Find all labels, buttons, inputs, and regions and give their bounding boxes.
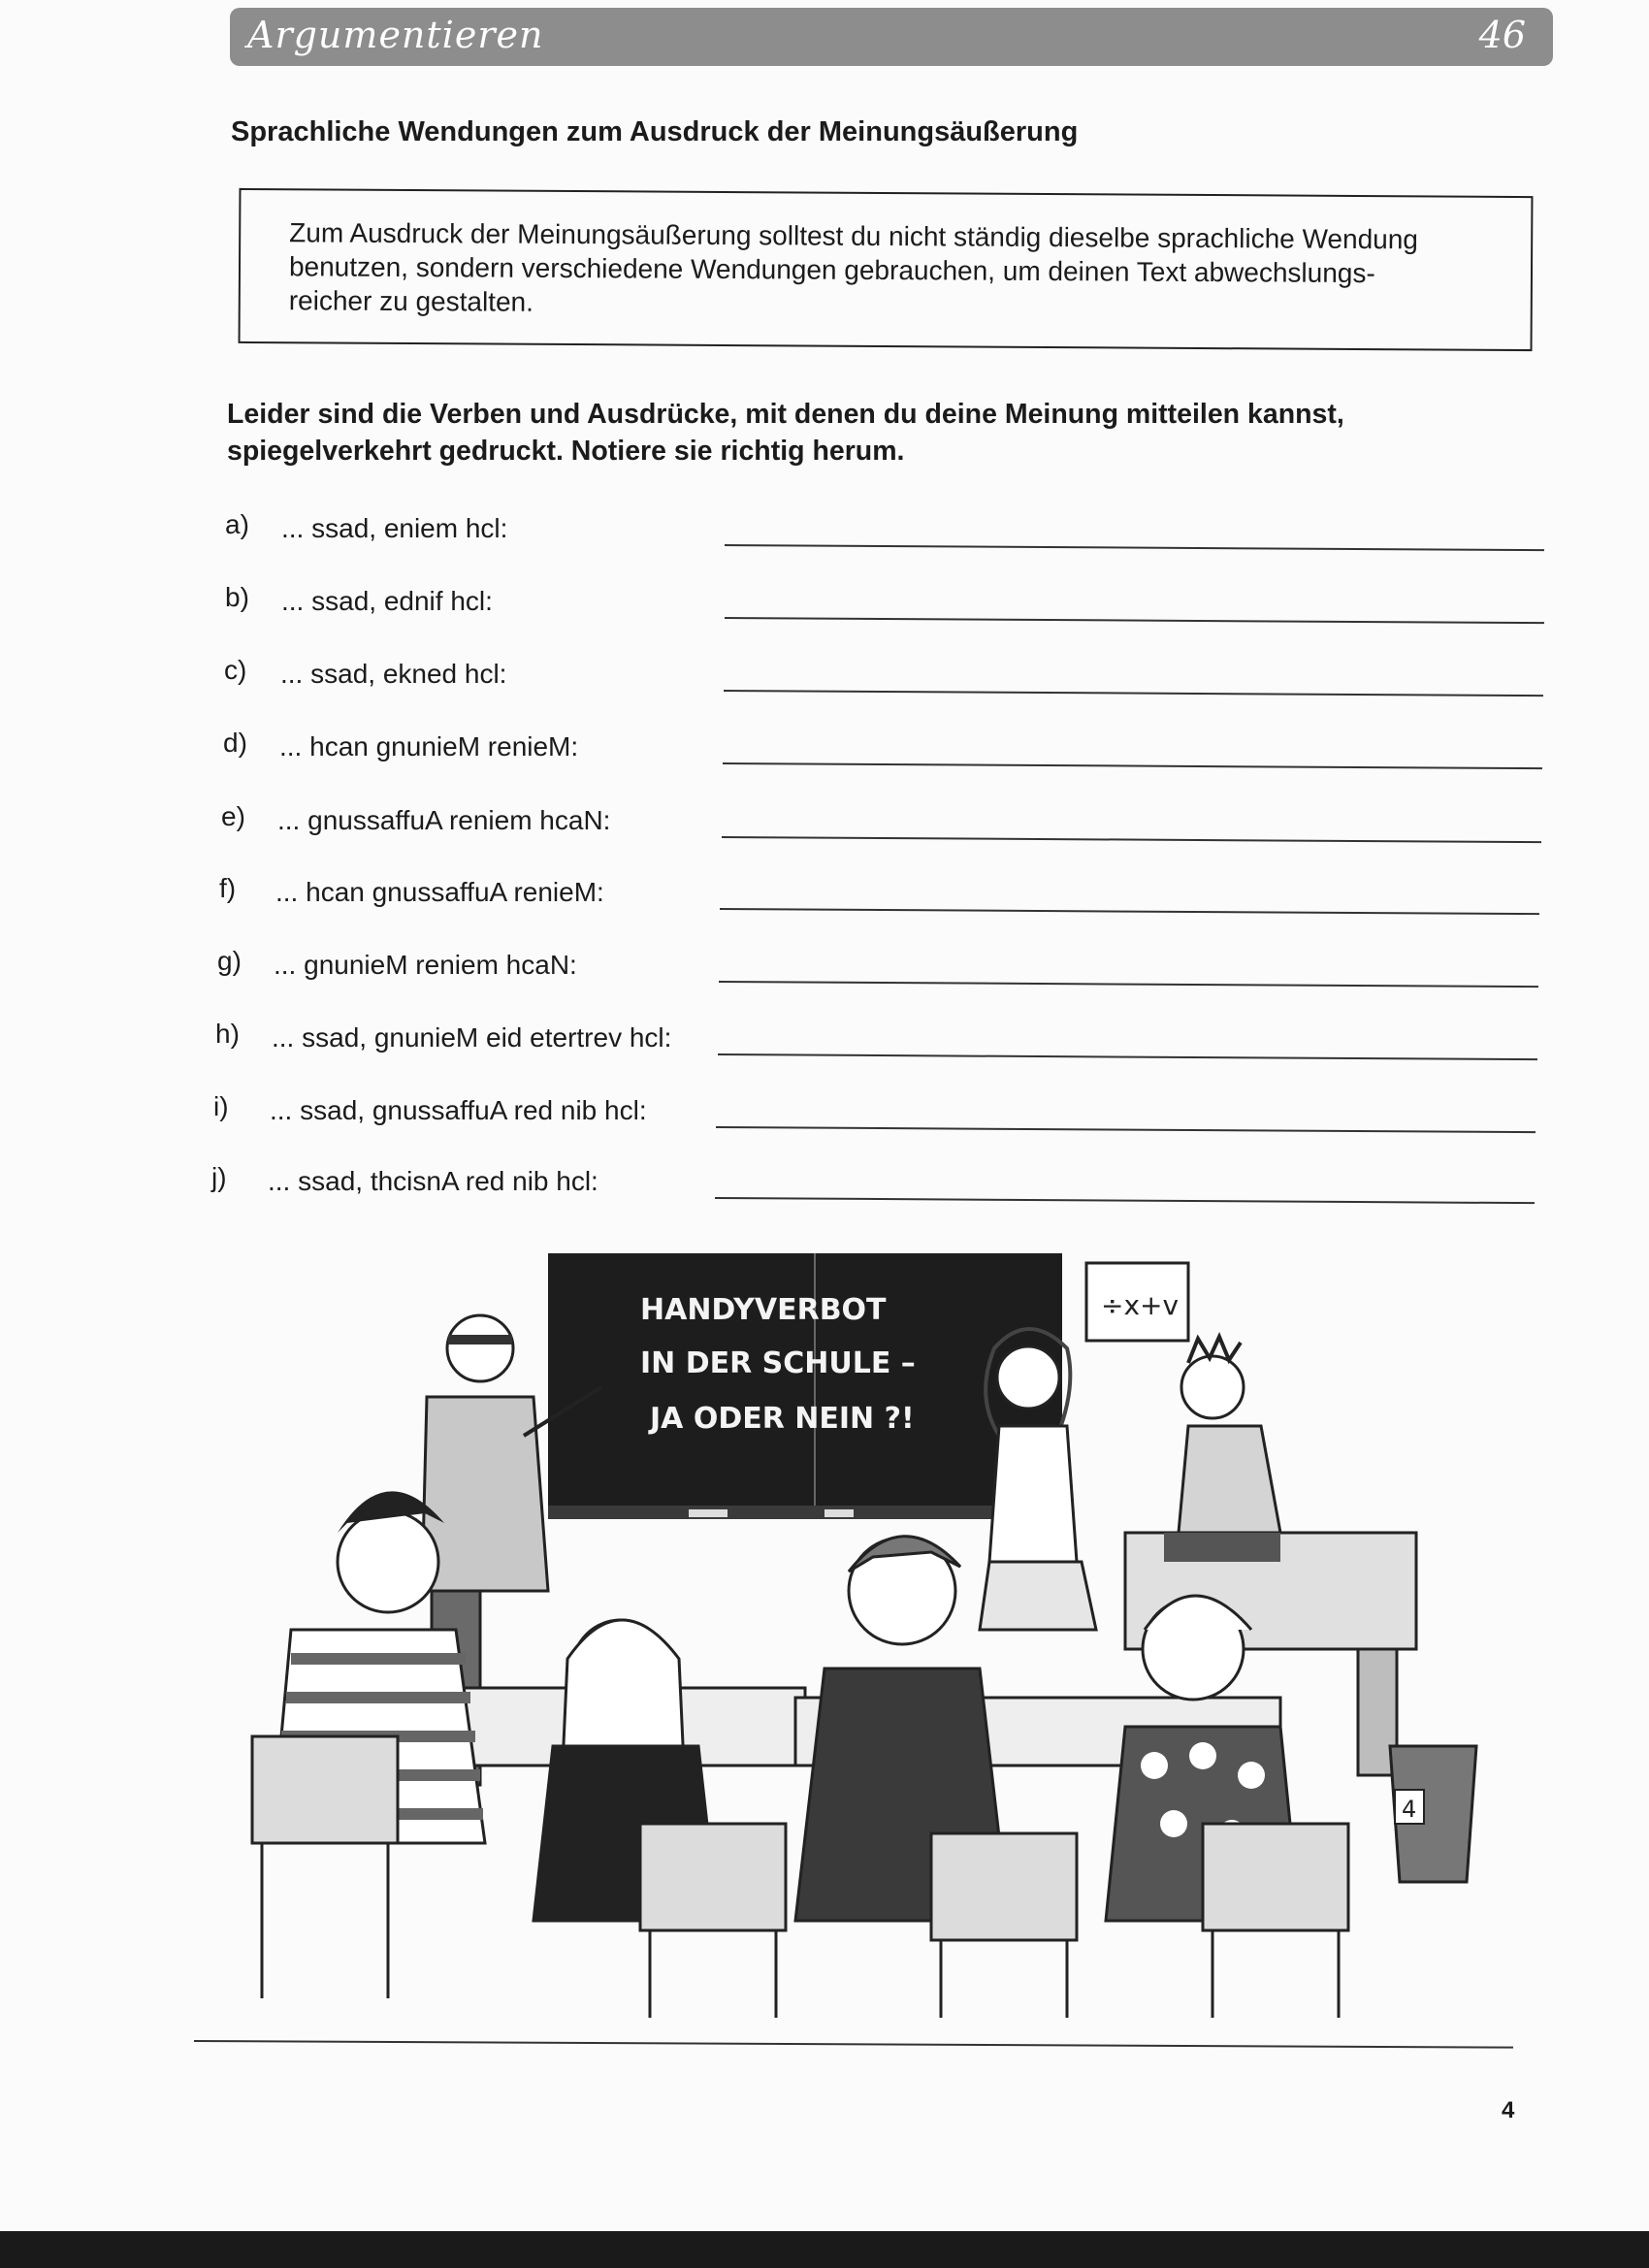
exercise-letter: e) bbox=[221, 801, 245, 831]
exercise-letter: d) bbox=[223, 728, 247, 758]
exercise-c bbox=[224, 655, 1563, 703]
task-instruction bbox=[227, 396, 1488, 470]
blackboard-text: IN DER SCHULE – bbox=[640, 1346, 916, 1380]
mirrored-phrase: ... gnussaffuA reniem hcaN: bbox=[277, 805, 611, 835]
exercise-letter: i) bbox=[213, 1091, 229, 1121]
mirrored-phrase: ... ssad, gnunieM eid etertrev hcl: bbox=[272, 1022, 672, 1053]
trash-bin bbox=[1390, 1746, 1476, 1882]
exercise-letter: f) bbox=[219, 873, 237, 903]
mirrored-phrase: ... hcan gnunieM renieM: bbox=[279, 731, 579, 761]
exercise-letter: g) bbox=[217, 946, 242, 976]
mirrored-phrase: ... ssad, ekned hcl: bbox=[280, 659, 507, 689]
header-title: Argumentieren bbox=[247, 14, 544, 56]
answer-line[interactable] bbox=[720, 908, 1539, 915]
footer-rule bbox=[194, 2040, 1513, 2049]
answer-line[interactable] bbox=[724, 690, 1543, 697]
task-line: spiegelverkehrt gedruckt. Notiere sie richtig herum. bbox=[227, 436, 905, 467]
exercise-a bbox=[225, 509, 1564, 558]
answer-line[interactable] bbox=[722, 836, 1541, 843]
exercise-i bbox=[213, 1091, 1552, 1140]
boy-on-desk-figure bbox=[1164, 1337, 1280, 1562]
exercise-e bbox=[221, 801, 1560, 850]
mirrored-phrase: ... ssad, gnussaffuA red nib hcl: bbox=[270, 1095, 647, 1125]
answer-line[interactable] bbox=[725, 544, 1544, 551]
exercise-g bbox=[217, 946, 1556, 994]
answer-line[interactable] bbox=[725, 617, 1544, 624]
blackboard-text: HANDYVERBOT bbox=[640, 1293, 887, 1327]
math-sign bbox=[1086, 1263, 1188, 1341]
blackboard-text: JA ODER NEIN ?! bbox=[650, 1402, 915, 1436]
exercise-b bbox=[225, 582, 1564, 631]
exercise-j bbox=[211, 1162, 1550, 1211]
exercise-d bbox=[223, 728, 1562, 776]
exercise-f bbox=[219, 873, 1558, 922]
info-box-line: reicher zu gestalten. bbox=[288, 285, 534, 317]
exercise-letter: b) bbox=[225, 582, 249, 612]
girl-at-board-figure bbox=[980, 1329, 1096, 1630]
info-box-line: benutzen, sondern verschiedene Wendungen gebrauchen, um deinen Text abwechslungs- bbox=[288, 251, 1375, 289]
exercise-letter: h) bbox=[215, 1019, 240, 1049]
answer-line[interactable] bbox=[716, 1126, 1536, 1133]
mirrored-phrase: ... hcan gnussaffuA renieM: bbox=[275, 877, 604, 907]
answer-line[interactable] bbox=[719, 981, 1538, 988]
task-line: Leider sind die Verben und Ausdrücke, mit denen du deine Meinung mitteilen kannst, bbox=[227, 399, 1344, 430]
section-title: Sprachliche Wendungen zum Ausdruck der Meinungsäußerung bbox=[231, 116, 1079, 147]
classroom-illustration bbox=[233, 1242, 1494, 2027]
page-number: 4 bbox=[1502, 2097, 1515, 2123]
math-sign-text: ÷x+v bbox=[1101, 1289, 1180, 1321]
answer-line[interactable] bbox=[715, 1197, 1535, 1204]
answer-line[interactable] bbox=[723, 762, 1542, 769]
mirrored-phrase: ... ssad, thcisnA red nib hcl: bbox=[268, 1166, 598, 1196]
bin-label: 4 bbox=[1402, 1796, 1417, 1823]
mirrored-phrase: ... ssad, ednif hcl: bbox=[281, 586, 493, 616]
mirrored-phrase: ... ssad, eniem hcl: bbox=[281, 513, 508, 543]
info-box bbox=[239, 188, 1534, 351]
exercise-h bbox=[215, 1019, 1554, 1067]
exercise-letter: a) bbox=[225, 509, 249, 539]
exercise-letter: j) bbox=[211, 1162, 227, 1192]
header-worksheet-number: 46 bbox=[1478, 14, 1526, 56]
mirrored-phrase: ... gnunieM reniem hcaN: bbox=[274, 950, 577, 980]
exercise-letter: c) bbox=[224, 655, 247, 685]
header-bar bbox=[230, 8, 1553, 66]
answer-line[interactable] bbox=[718, 1053, 1537, 1060]
info-box-line: Zum Ausdruck der Meinungsäußerung solltest du nicht ständig dieselbe sprachliche Wendung bbox=[289, 217, 1419, 255]
